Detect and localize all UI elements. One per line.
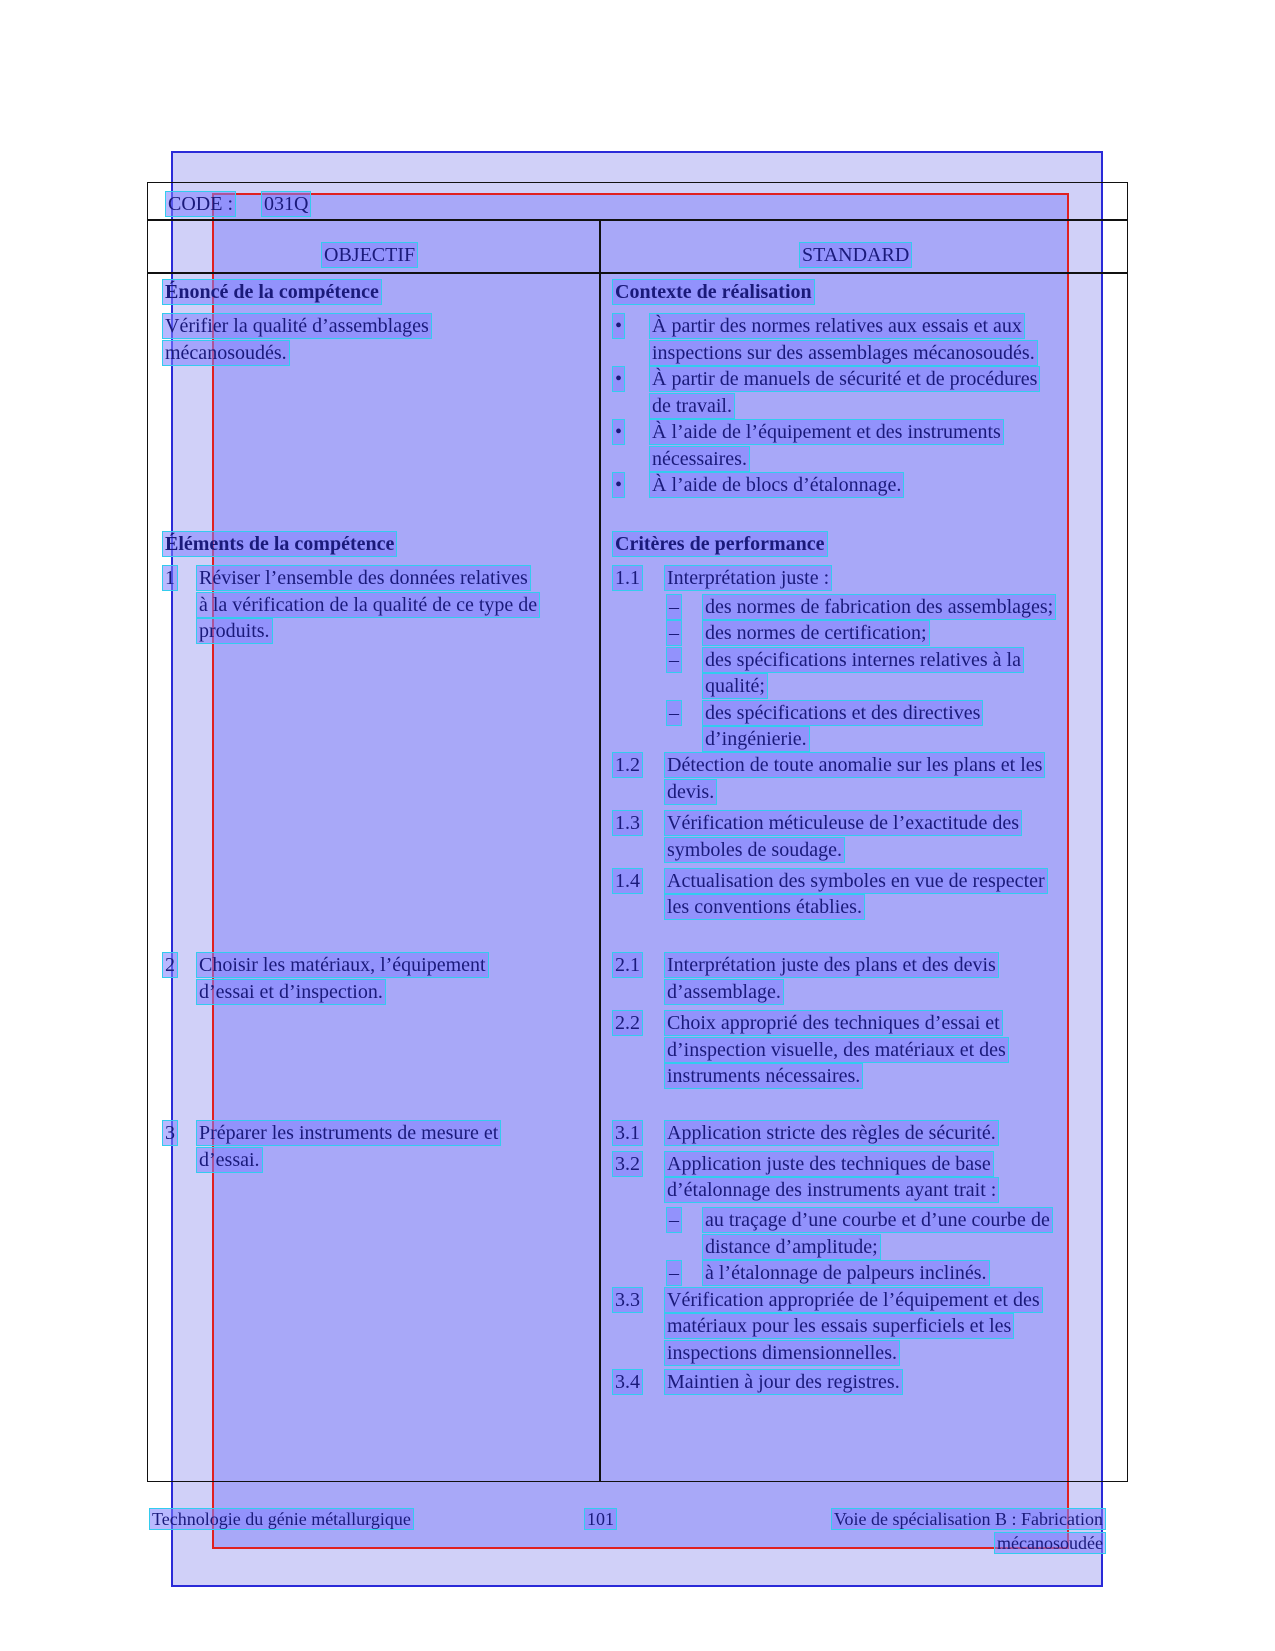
contexte-item: inspections sur des assemblages mécanosoudés. xyxy=(652,342,1035,364)
elements-title: Éléments de la compétence xyxy=(165,533,395,555)
criteria-number: 1.3 xyxy=(615,812,640,834)
element-line: produits. xyxy=(199,620,270,642)
criteria-line: matériaux pour les essais superficiels et les xyxy=(667,1315,1012,1337)
criteria-subitem: des normes de certification; xyxy=(705,622,927,644)
element-number: 2 xyxy=(165,954,175,976)
enonce-line: Vérifier la qualité d’assemblages xyxy=(165,315,429,337)
criteria-subitem: au traçage d’une courbe et d’une courbe de xyxy=(705,1209,1050,1231)
footer-specialisation: mécanosoudée xyxy=(997,1533,1103,1553)
criteria-line: Interprétation juste des plans et des devis xyxy=(667,954,996,976)
bullet-icon: • xyxy=(615,315,623,337)
criteria-line: Vérification méticuleuse de l’exactitude des xyxy=(667,812,1020,834)
criteria-line: les conventions établies. xyxy=(667,896,862,918)
footer-title: Technologie du génie métallurgique xyxy=(152,1509,411,1529)
element-line: à la vérification de la qualité de ce type de xyxy=(199,594,538,616)
dash-icon: – xyxy=(669,649,679,671)
criteria-line: Actualisation des symboles en vue de respecter xyxy=(667,870,1045,892)
code-value: 031Q xyxy=(264,193,309,215)
contexte-title: Contexte de réalisation xyxy=(615,281,812,303)
element-number: 3 xyxy=(165,1122,175,1144)
contexte-item: À l’aide de blocs d’étalonnage. xyxy=(652,474,902,496)
criteria-subitem: d’ingénierie. xyxy=(705,728,807,750)
criteria-subitem: distance d’amplitude; xyxy=(705,1236,878,1258)
criteria-line: d’assemblage. xyxy=(667,981,781,1003)
contexte-item: À l’aide de l’équipement et des instruments xyxy=(652,421,1001,443)
criteria-line: symboles de soudage. xyxy=(667,839,842,861)
criteria-line: Maintien à jour des registres. xyxy=(667,1371,900,1393)
contexte-item: nécessaires. xyxy=(652,448,747,470)
contexte-item: À partir des normes relatives aux essais et aux xyxy=(652,315,1022,337)
objectif-header: OBJECTIF xyxy=(324,244,416,266)
criteria-number: 2.2 xyxy=(615,1012,640,1034)
page-number: 101 xyxy=(587,1509,614,1529)
criteria-number: 2.1 xyxy=(615,954,640,976)
standard-header: STANDARD xyxy=(802,244,910,266)
element-line: Préparer les instruments de mesure et xyxy=(199,1122,499,1144)
element-number: 1 xyxy=(165,567,175,589)
enonce-line: mécanosoudés. xyxy=(165,342,287,364)
criteria-number: 3.3 xyxy=(615,1289,640,1311)
code-underline xyxy=(147,219,1128,221)
dash-icon: – xyxy=(669,1262,679,1284)
criteria-number: 3.2 xyxy=(615,1153,640,1175)
bullet-icon: • xyxy=(615,368,623,390)
criteria-number: 1.4 xyxy=(615,870,640,892)
criteria-line: Interprétation juste : xyxy=(667,567,830,589)
header-divider xyxy=(147,272,1128,274)
dash-icon: – xyxy=(669,622,679,644)
criteria-number: 3.4 xyxy=(615,1371,640,1393)
dash-icon: – xyxy=(669,1209,679,1231)
criteres-title: Critères de performance xyxy=(615,533,825,555)
criteria-line: Application juste des techniques de base xyxy=(667,1153,991,1175)
criteria-line: Choix approprié des techniques d’essai et xyxy=(667,1012,1000,1034)
criteria-number: 1.1 xyxy=(615,567,640,589)
contexte-item: À partir de manuels de sécurité et de procédures xyxy=(652,368,1038,390)
enonce-title: Énoncé de la compétence xyxy=(165,281,379,303)
criteria-number: 1.2 xyxy=(615,754,640,776)
criteria-line: instruments nécessaires. xyxy=(667,1065,861,1087)
criteria-line: d’inspection visuelle, des matériaux et des xyxy=(667,1039,1006,1061)
footer-specialisation: Voie de spécialisation B : Fabrication xyxy=(833,1509,1103,1529)
criteria-number: 3.1 xyxy=(615,1122,640,1144)
criteria-line: inspections dimensionnelles. xyxy=(667,1342,897,1364)
criteria-subitem: des spécifications internes relatives à la xyxy=(705,649,1021,671)
criteria-line: Détection de toute anomalie sur les plans et les xyxy=(667,754,1043,776)
code-label: CODE : xyxy=(168,193,233,215)
criteria-line: d’étalonnage des instruments ayant trait : xyxy=(667,1179,997,1201)
criteria-subitem: à l’étalonnage de palpeurs inclinés. xyxy=(705,1262,987,1284)
criteria-subitem: des spécifications et des directives xyxy=(705,702,981,724)
criteria-line: devis. xyxy=(667,781,715,803)
element-line: d’essai et d’inspection. xyxy=(199,981,383,1003)
criteria-subitem: des normes de fabrication des assemblages; xyxy=(705,596,1054,618)
criteria-subitem: qualité; xyxy=(705,675,765,697)
bullet-icon: • xyxy=(615,421,623,443)
contexte-item: de travail. xyxy=(652,395,732,417)
bullet-icon: • xyxy=(615,474,623,496)
element-line: d’essai. xyxy=(199,1149,260,1171)
criteria-line: Application stricte des règles de sécurité. xyxy=(667,1122,996,1144)
column-divider xyxy=(599,221,601,1482)
dash-icon: – xyxy=(669,702,679,724)
element-line: Choisir les matériaux, l’équipement xyxy=(199,954,486,976)
element-line: Réviser l’ensemble des données relatives xyxy=(199,567,528,589)
criteria-line: Vérification appropriée de l’équipement et des xyxy=(667,1289,1040,1311)
dash-icon: – xyxy=(669,596,679,618)
